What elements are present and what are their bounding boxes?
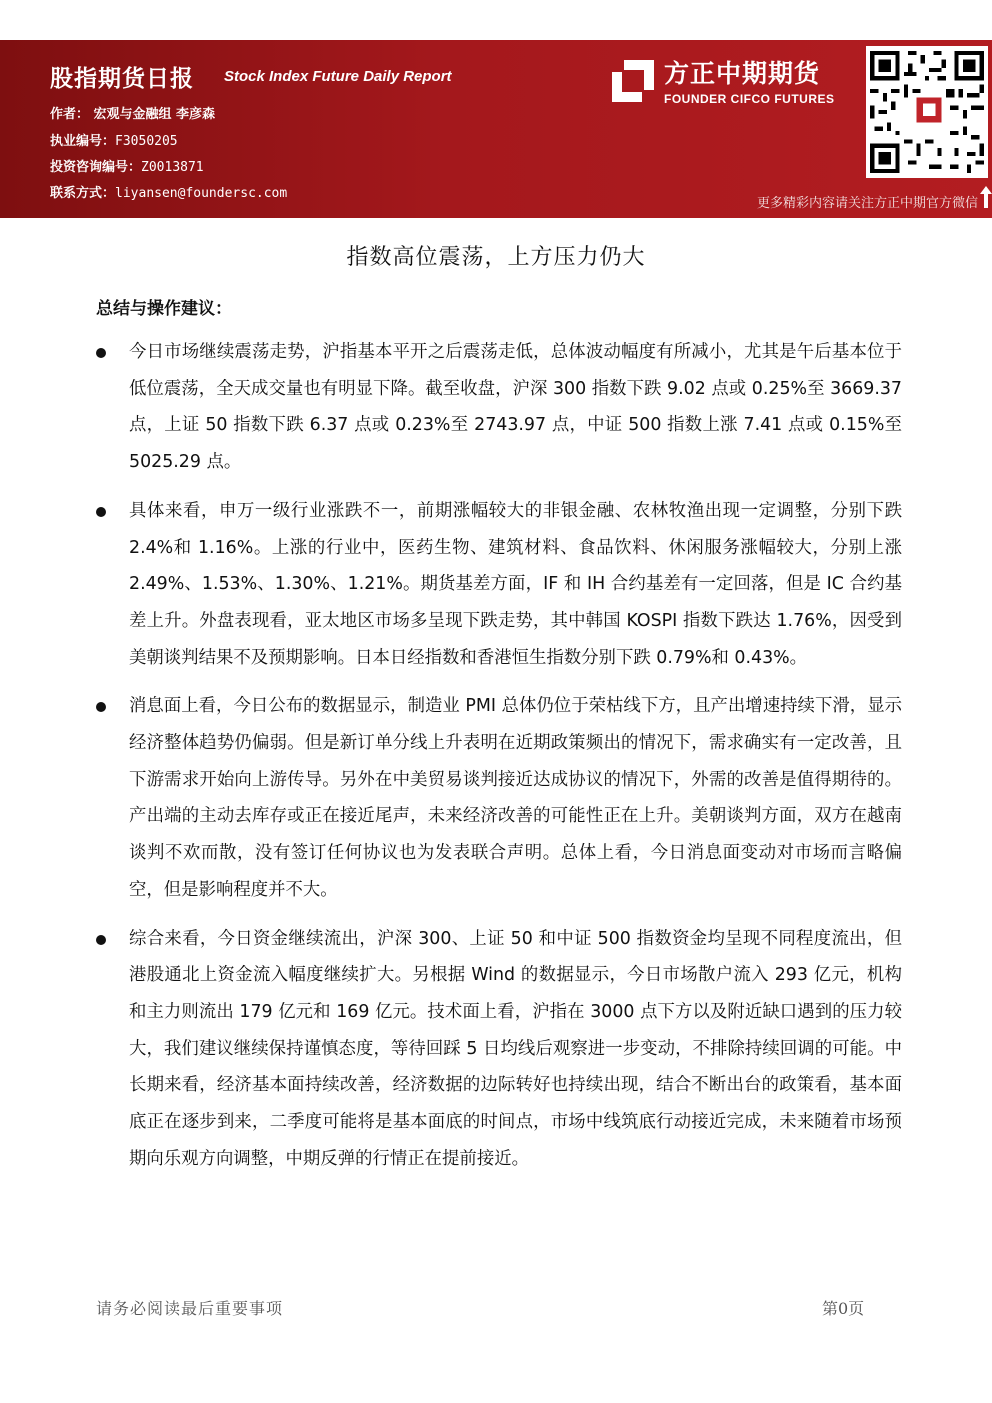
summary-list bbox=[96, 334, 902, 1189]
brand-logo-icon bbox=[610, 58, 656, 104]
list-item bbox=[96, 493, 902, 677]
report-header bbox=[0, 40, 992, 218]
list-item bbox=[96, 688, 902, 908]
list-item bbox=[96, 921, 902, 1178]
license-label: 执业编号： bbox=[50, 134, 116, 149]
paragraph: 综合来看，今日资金继续流出，沪深 300、上证 50 和中证 500 指数资金均呈现不同程度流出，但港股通北上资金流入幅度继续扩大。另根据 Wind 的数据显示，今日市场散户流入 293 亿元，机构和主力则流出 179 亿元和 169 亿元。技术面上看，沪指在 3000 点下方以及附近缺口遇到的压力较大，我们建议继续保持谨慎态度，等待回踩 5 日均线后观察进一步变动，不排除持续回调的可能。中长期来看，经济基本面持续改善，经济数据的边际转好也持续出现，结合不断出台的政策看，基本面底正在逐步到来，二季度可能将是基本面底的时间点，市场中线筑底行动接近完成，未来随着市场预期向乐观方向调整，中期反弹的行情正在提前接近。 bbox=[129, 928, 902, 1169]
section-heading: 总结与操作建议： bbox=[96, 299, 232, 319]
report-title: 股指期货日报 bbox=[50, 66, 194, 92]
list-item bbox=[96, 334, 902, 481]
paragraph: 具体来看，申万一级行业涨跌不一，前期涨幅较大的非银金融、农林牧渔出现一定调整，分别下跌 2.4%和 1.16%。上涨的行业中，医药生物、建筑材料、食品饮料、休闲服务涨幅较大，分别上涨 2.49%、1.53%、1.30%、1.21%。期货基差方面，IF 和 IH 合约基差有一定回落，但是 IC 合约基差上升。外盘表现看，亚太地区市场多呈现下跌走势，其中韩国 KOSPI 指数下跌达 1.76%，因受到美朝谈判结果不及预期影响。日本日经指数和香港恒生指数分别下跌 0.79%和 0.43%。 bbox=[129, 500, 902, 668]
bullet-icon bbox=[96, 935, 106, 945]
paragraph: 消息面上看，今日公布的数据显示，制造业 PMI 总体仍位于荣枯线下方，且产出增速持续下滑，显示经济整体趋势仍偏弱。但是新订单分线上升表明在近期政策频出的情况下，需求确实有一定改善，且下游需求开始向上游传导。另外在中美贸易谈判接近达成协议的情况下，外需的改善是值得期待的。产出端的主动去库存或正在接近尾声，未来经济改善的可能性正在上升。美朝谈判方面，双方在越南谈判不欢而散，没有签订任何协议也为发表联合声明。总体上看，今日消息面变动对市场而言略偏空，但是影响程度并不大。 bbox=[129, 696, 902, 900]
advisor-value: Z0013871 bbox=[141, 160, 204, 175]
author-line: 作者： 宏观与金融组 李彦森 bbox=[50, 107, 216, 122]
advisor-line bbox=[50, 156, 204, 175]
license-value: F3050205 bbox=[115, 134, 178, 149]
arrow-up-icon bbox=[980, 186, 992, 208]
contact-line bbox=[50, 182, 287, 201]
bullet-icon bbox=[96, 348, 106, 358]
follow-wechat-text: 更多精彩内容请关注方正中期官方微信 bbox=[756, 196, 978, 211]
report-subtitle: Stock Index Future Daily Report bbox=[224, 68, 452, 85]
advisor-label: 投资咨询编号： bbox=[50, 160, 142, 175]
paragraph: 今日市场继续震荡走势，沪指基本平开之后震荡走低，总体波动幅度有所减小，尤其是午后基本位于低位震荡，全天成交量也有明显下降。截至收盘，沪深 300 指数下跌 9.02 点或 0.25%至 3669.37 点，上证 50 指数下跌 6.37 点或 0.23%至 2743.97 点，中证 500 指数上涨 7.41 点或 0.15%至 5025.29 点。 bbox=[129, 342, 902, 473]
contact-label: 联系方式： bbox=[50, 186, 116, 201]
page-number: 第0页 bbox=[822, 1299, 865, 1318]
document-title: 指数高位震荡，上方压力仍大 bbox=[346, 245, 646, 270]
brand-name-cn: 方正中期期货 bbox=[664, 59, 821, 88]
wechat-qr-code-icon[interactable] bbox=[866, 46, 988, 178]
brand-name-en: FOUNDER CIFCO FUTURES bbox=[664, 92, 835, 106]
footer-notice: 请务必阅读最后重要事项 bbox=[96, 1299, 284, 1318]
contact-email[interactable]: liyansen@foundersc.com bbox=[115, 186, 288, 201]
bullet-icon bbox=[96, 702, 106, 712]
bullet-icon bbox=[96, 507, 106, 517]
license-line bbox=[50, 130, 178, 149]
